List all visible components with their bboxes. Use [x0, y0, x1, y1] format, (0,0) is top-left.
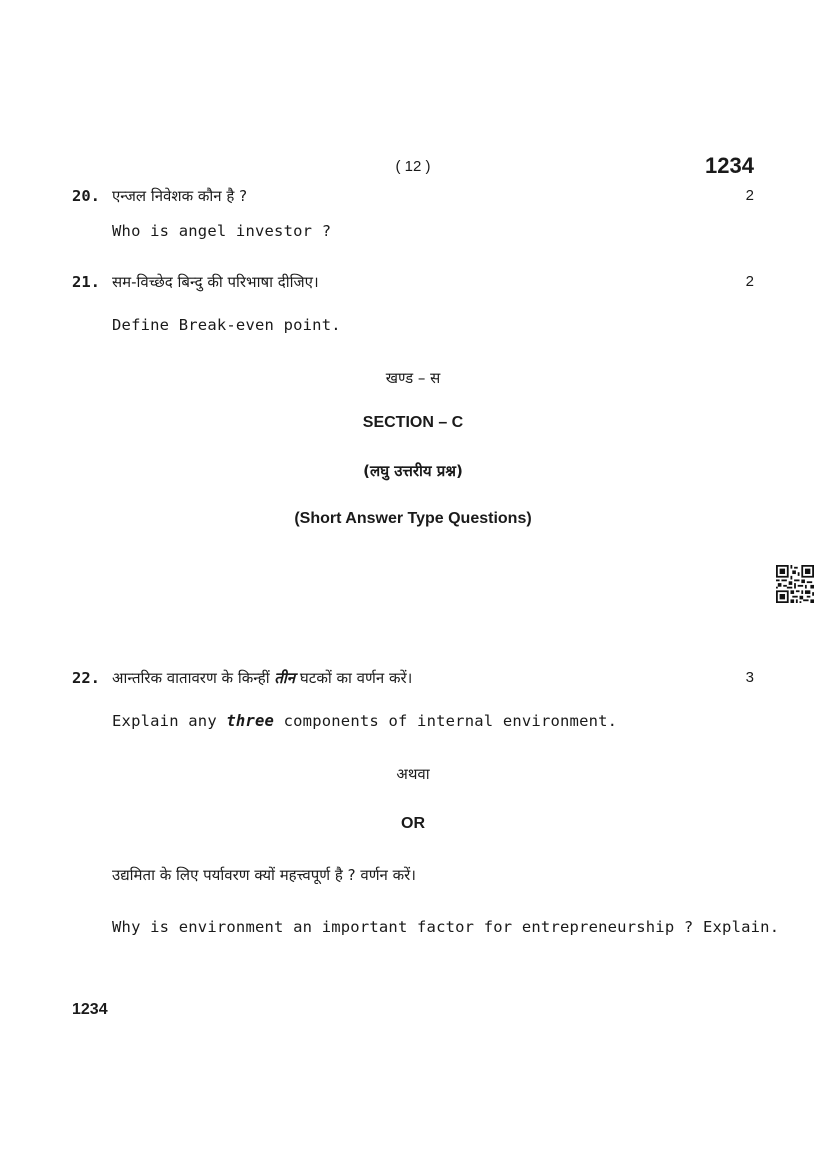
question-22-alt-hindi: उद्यमिता के लिए पर्यावरण क्यों महत्त्वपूर्ण है ? वर्णन करें।: [112, 866, 416, 884]
emphasis-text: three: [226, 712, 275, 730]
question-20-english: Who is angel investor ?: [112, 222, 332, 240]
question-22-number: 22.: [72, 669, 100, 687]
paper-code-header: 1234: [705, 153, 754, 178]
section-english-title: SECTION – C: [362, 414, 464, 431]
question-21-marks: 2: [745, 273, 754, 290]
section-hindi-title: खण्ड – स: [385, 369, 441, 387]
page-number: ( 12 ): [395, 158, 431, 175]
question-22-alt-english: Why is environment an important factor for entrepreneurship ? Explain.: [112, 918, 780, 936]
question-22-marks: 3: [745, 669, 754, 686]
question-20-number: 20.: [72, 187, 100, 205]
question-20-hindi: एन्जल निवेशक कौन है ?: [112, 187, 248, 205]
or-english: OR: [401, 815, 425, 832]
question-21-number: 21.: [72, 273, 100, 291]
question-21-english: Define Break-even point.: [112, 316, 341, 334]
question-21-hindi: सम-विच्छेद बिन्दु की परिभाषा दीजिए।: [112, 273, 319, 291]
question-22-hindi: आन्तरिक वातावरण के किन्हीं तीन घटकों का वर्णन करें।: [112, 669, 413, 687]
question-22-english: Explain any three components of internal environment.: [112, 712, 618, 730]
section-hindi-subtitle: (लघु उत्तरीय प्रश्न): [363, 462, 463, 480]
emphasis-text: तीन: [274, 669, 296, 687]
section-english-subtitle: (Short Answer Type Questions): [294, 510, 532, 527]
question-20-marks: 2: [745, 187, 754, 204]
qr-code-icon: [776, 565, 814, 603]
paper-code-footer: 1234: [72, 1001, 108, 1018]
or-hindi: अथवा: [396, 765, 430, 783]
